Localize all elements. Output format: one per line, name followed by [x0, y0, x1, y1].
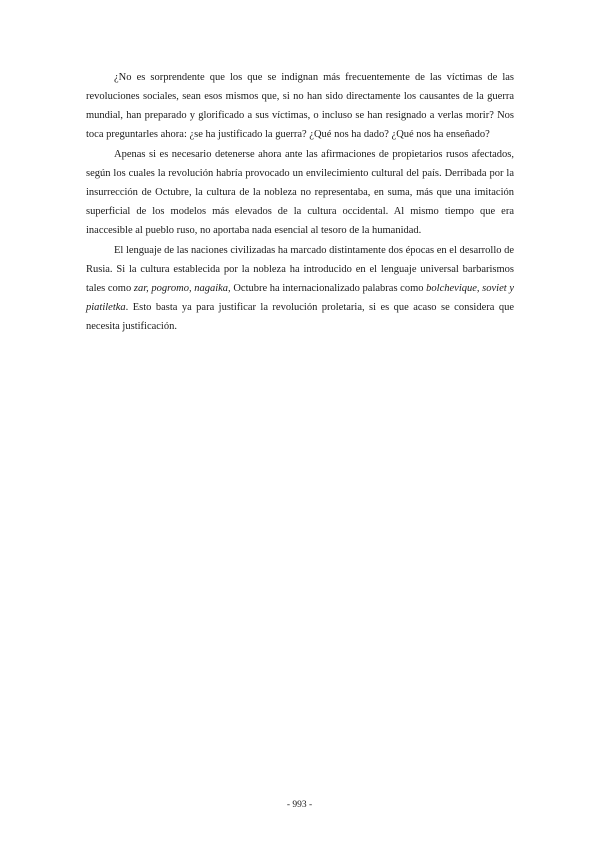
body-text — [86, 68, 514, 336]
paragraph-3-italic-terms-1: zar, pogromo, nagaika, — [133, 283, 231, 294]
paragraph-1: ¿No es sorprendente que los que se indignan más frecuentemente de las víctimas de las revoluciones sociales, sean esos mismos que, si no han sido directamente los causantes de la guerra mundial, han preparado y glorificado a sus víctimas, o incluso se han resignado a verlas morir? Nos toca preguntarles ahora: ¿se ha justificado la guerra? ¿Qué nos ha dado? ¿Qué nos ha enseñado? — [86, 72, 514, 140]
paragraph-2: Apenas si es necesario detenerse ahora ante las afirmaciones de propietarios rusos afectados, según los cuales la revolución habría provocado un envilecimiento cultural del país. Derribada por la insurrección de Octubre, la cultura de la nobleza no representaba, en suma, más que una imitación superficial de los modelos más elevados de la cultura occidental. Al mismo tiempo que era inaccesible al pueblo ruso, no aportaba nada esencial al tesoro de la humanidad. — [86, 149, 514, 236]
paragraph-3-part-2: Octubre ha internacionalizado palabras como — [230, 283, 427, 294]
paragraph-3-part-1: El lenguaje de las naciones civilizadas ha marcado distintamente dos épocas en el desarrollo de Rusia. Si la cultura establecida por la nobleza ha introducido en el lenguaje universal barbarismos tales como — [86, 245, 515, 294]
paragraph-3 — [86, 241, 514, 336]
paragraph-3-italic-terms-2: bolchevique, soviet y piatiletka — [86, 283, 514, 313]
page-number: - 993 - — [286, 800, 313, 810]
paragraph-3-part-3: . Esto basta ya para justificar la revolución proletaria, si es que acaso se considera que necesita justificación. — [86, 302, 514, 332]
